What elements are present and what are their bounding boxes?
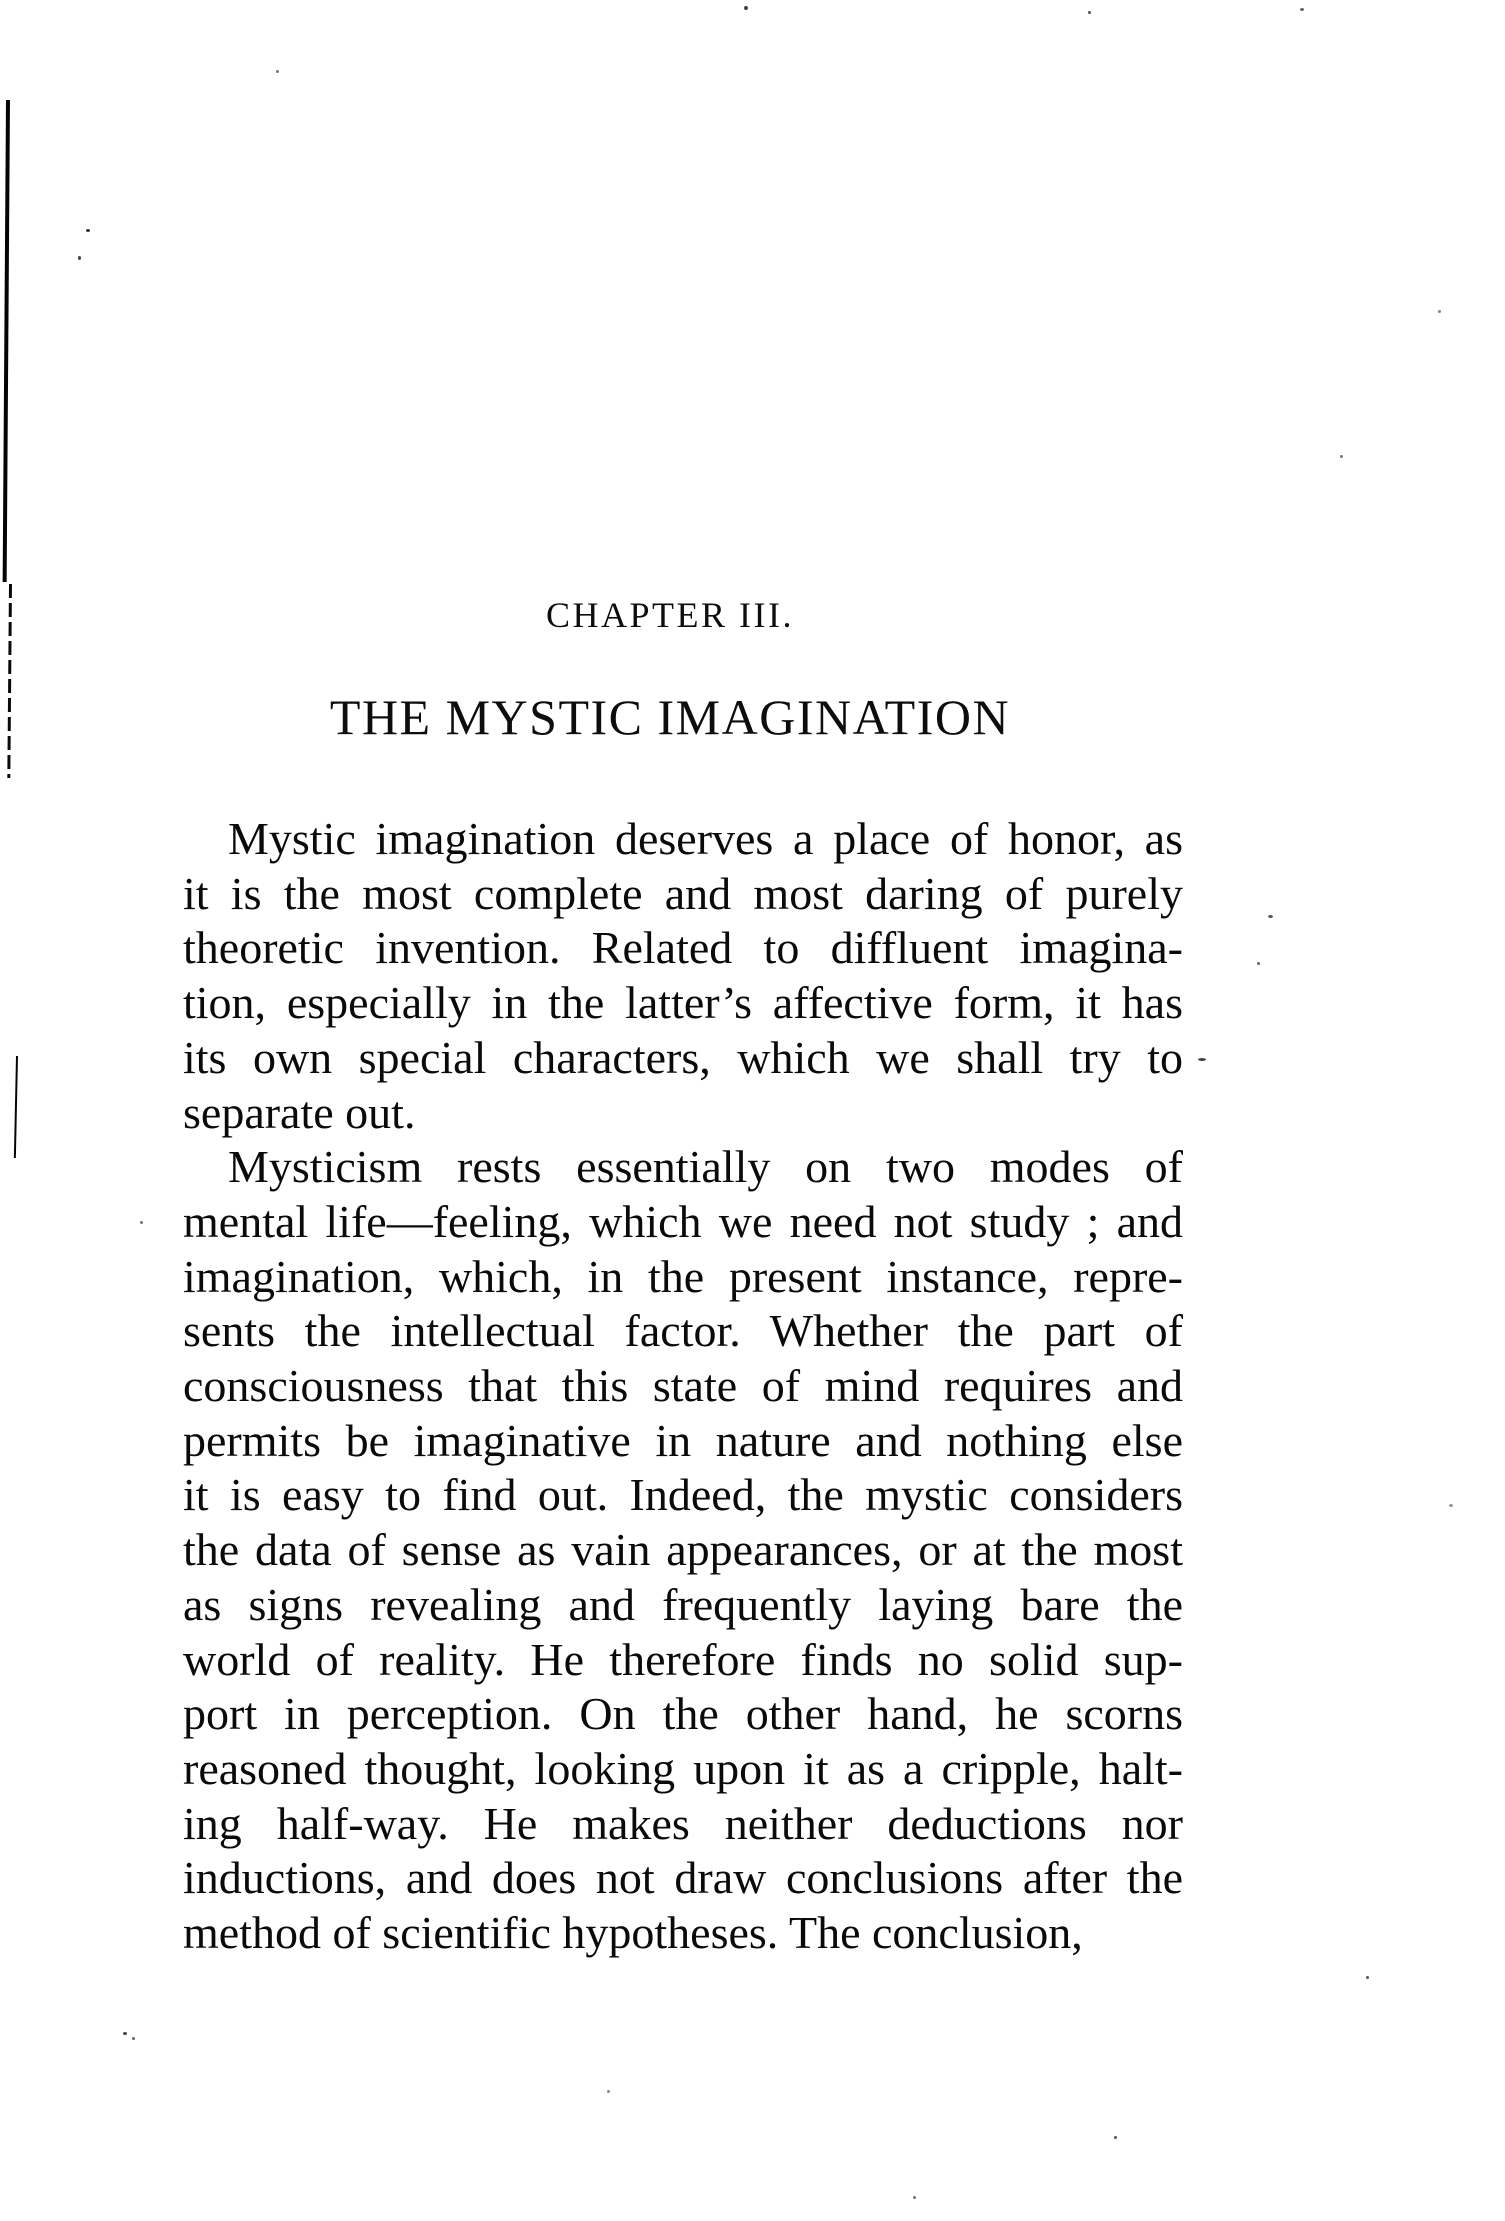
text-line: imagination, which, in the present instance, repre-: [183, 1250, 1183, 1302]
chapter-heading: CHAPTER III.: [546, 595, 794, 635]
scan-speck: [86, 229, 90, 232]
text-line: permits be imaginative in nature and nothing else: [183, 1414, 1183, 1466]
text-line: port in perception. On the other hand, he scorns: [183, 1688, 1183, 1740]
scan-speck: [1300, 8, 1304, 11]
text-line: reasoned thought, looking upon it as a cripple, halt-: [183, 1742, 1183, 1794]
scan-speck: [1088, 11, 1091, 14]
scan-speck: [1257, 962, 1260, 965]
text-line: world of reality. He therefore finds no solid sup-: [183, 1633, 1183, 1685]
scan-artifact-vertical-line: [14, 1056, 18, 1158]
scan-speck: [1449, 1504, 1453, 1507]
text-line: Mysticism rests essentially on two modes of: [228, 1141, 1183, 1193]
text-line: mental life—feeling, which we need not study ; and: [183, 1195, 1183, 1247]
text-line: Mystic imagination deserves a place of honor, as: [228, 813, 1183, 864]
text-line: sents the intellectual factor. Whether the part of: [183, 1305, 1183, 1357]
scan-speck: [1198, 1058, 1206, 1061]
text-line: as signs revealing and frequently laying bare the: [183, 1578, 1183, 1630]
scan-speck: [140, 1221, 143, 1224]
text-line: its own special characters, which we shall try to: [183, 1031, 1183, 1083]
scan-speck: [744, 6, 748, 10]
text-line: it is the most complete and most daring of purely: [183, 867, 1183, 919]
scan-speck: [1366, 1976, 1369, 1979]
page-title: THE MYSTIC IMAGINATION: [329, 689, 1011, 745]
scan-speck: [913, 2196, 916, 2199]
paragraph: [183, 1140, 1183, 1961]
text-line: the data of sense as vain appearances, or at the most: [183, 1524, 1183, 1576]
text-line: consciousness that this state of mind requires and: [183, 1360, 1183, 1412]
text-line: method of scientific hypotheses. The conclusion,: [183, 1907, 1083, 1959]
scan-speck: [1114, 2136, 1117, 2139]
scan-speck: [1438, 310, 1441, 313]
scan-speck: [78, 256, 81, 260]
text-line: it is easy to find out. Indeed, the mystic considers: [183, 1469, 1183, 1521]
text-line: theoretic invention. Related to diffluent imagina-: [183, 922, 1183, 974]
scan-speck: [607, 2090, 610, 2093]
text-line: separate out.: [183, 1086, 416, 1138]
text-line: inductions, and does not draw conclusions after the: [183, 1852, 1183, 1904]
scan-artifact-vertical-line: [7, 584, 11, 778]
scan-speck: [1340, 455, 1343, 458]
text-line: ing half-way. He makes neither deductions nor: [183, 1797, 1183, 1849]
scan-speck: [1268, 915, 1273, 918]
scan-speck: [123, 2032, 127, 2035]
scan-speck: [132, 2037, 135, 2040]
text-line: tion, especially in the latter’s affective form, it has: [183, 977, 1183, 1029]
scan-speck: [276, 70, 279, 73]
body-text: [183, 812, 1183, 1961]
scan-artifact-vertical-line: [3, 100, 10, 582]
paragraph: [183, 812, 1183, 1140]
